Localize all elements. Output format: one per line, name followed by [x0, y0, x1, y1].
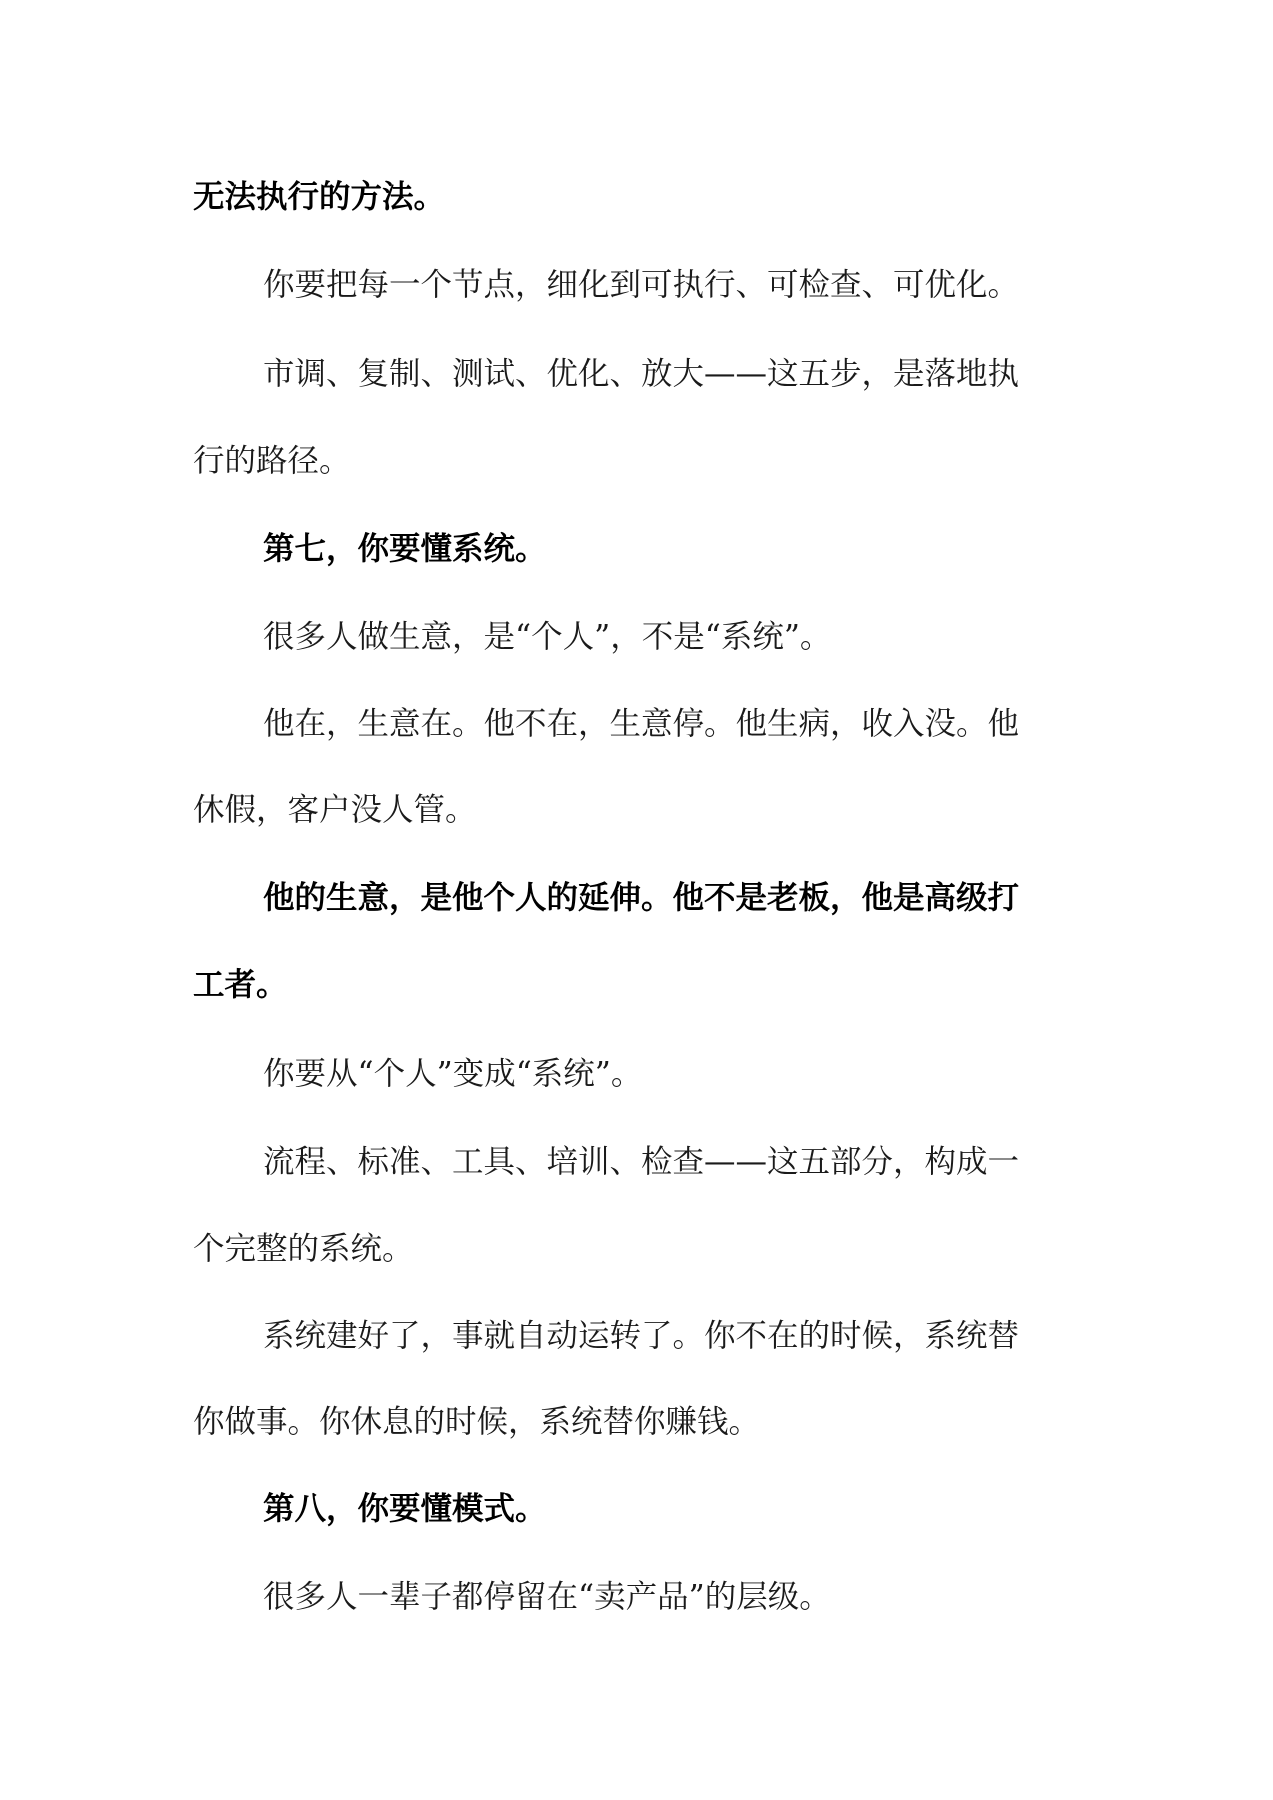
paragraph-line: 他在，生意在。他不在，生意停。他生病，收入没。他	[263, 706, 1020, 742]
paragraph-line: 你要从“个人”变成“系统”。	[263, 1056, 643, 1092]
paragraph-line: 系统建好了，事就自动运转了。你不在的时候，系统替	[263, 1318, 1020, 1354]
paragraph-line: 无法执行的方法。	[193, 178, 446, 215]
paragraph-line: 很多人一辈子都停留在“卖产品”的层级。	[263, 1579, 831, 1615]
section-heading: 第八，你要懂模式。	[263, 1490, 547, 1527]
paragraph-line: 个完整的系统。	[193, 1231, 414, 1267]
paragraph-line: 流程、标准、工具、培训、检查——这五部分，构成一	[263, 1144, 1020, 1180]
paragraph-line: 行的路径。	[193, 443, 351, 479]
paragraph-line: 你要把每一个节点，细化到可执行、可检查、可优化。	[263, 267, 1020, 303]
paragraph-line: 工者。	[193, 966, 288, 1003]
paragraph-line: 市调、复制、测试、优化、放大——这五步，是落地执	[263, 356, 1020, 392]
paragraph-line: 他的生意，是他个人的延伸。他不是老板，他是高级打	[263, 879, 1020, 916]
paragraph-line: 很多人做生意，是“个人”，不是“系统”。	[263, 619, 832, 655]
paragraph-line: 你做事。你休息的时候，系统替你赚钱。	[193, 1404, 761, 1440]
section-heading: 第七，你要懂系统。	[263, 530, 547, 567]
paragraph-line: 休假，客户没人管。	[193, 792, 477, 828]
